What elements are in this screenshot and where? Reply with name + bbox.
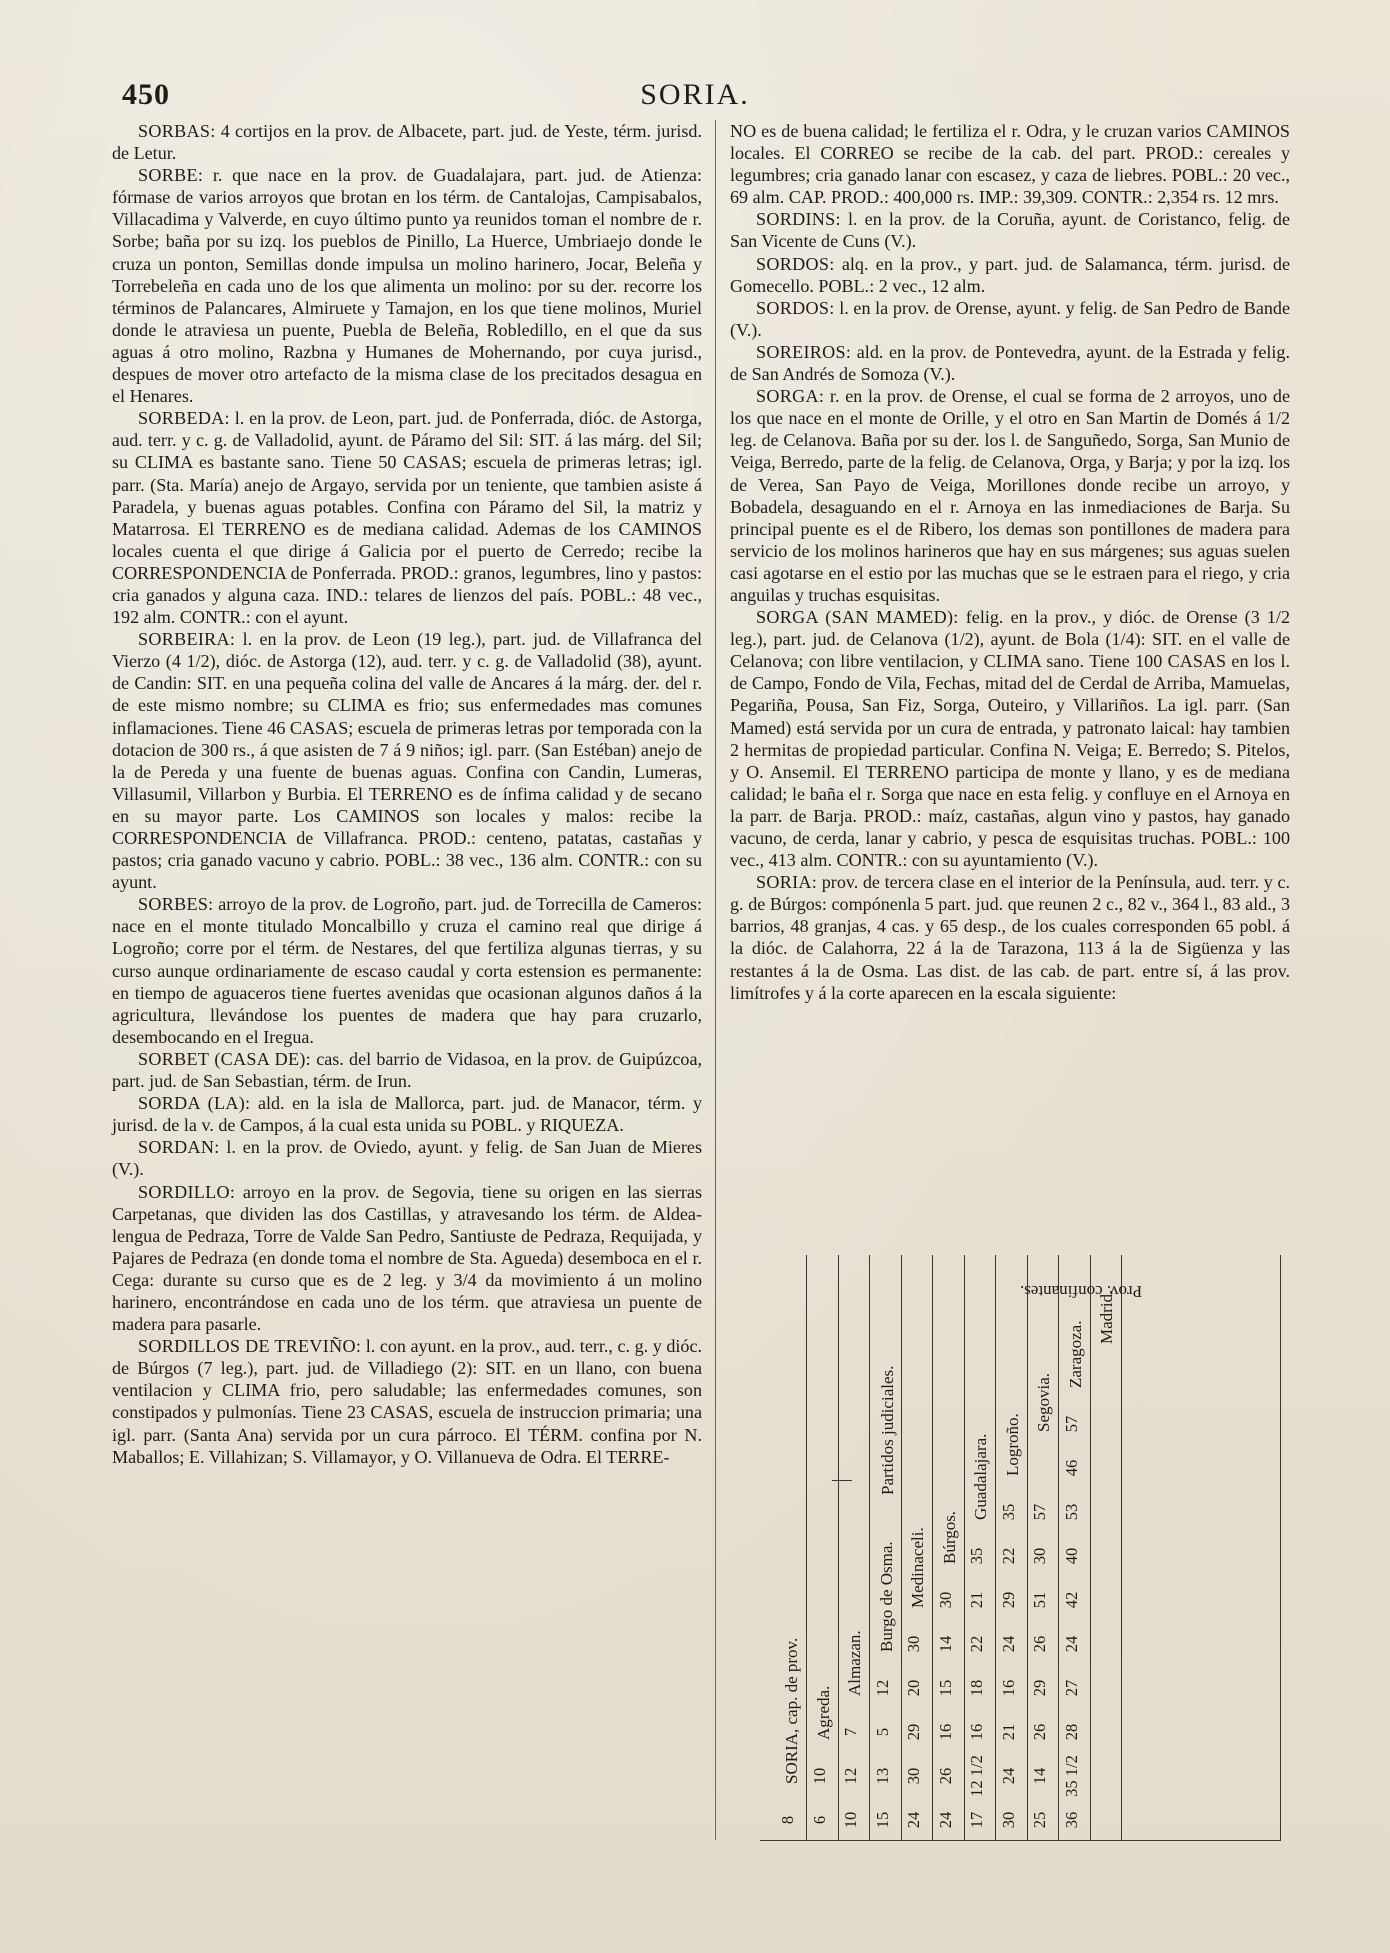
entry-text: arroyo en la prov. de Segovia, tiene su origen en las sierras Carpetanas, que dividen las dos Castillas, y atravesando los térm. de Aldea-lengua de Pedraza, Torre de Valde San Pedro, Santiuste de Pedraza, Requijada, y Pajares de Pedraza (en donde toma el nombre de Sta. Agueda) desemboca en el r. Cega: durante su curso que es de 2 leg. y 3/4 da movimiento á un molino harinero, encontrándose en cada uno de los térm. que atraviesa un puente de madera para pasarle. [112, 1181, 702, 1335]
table-cell: 25 [1030, 1811, 1049, 1829]
table-cell: 12 [872, 1679, 892, 1697]
entry-headword: SORIA: [756, 872, 818, 893]
entry-text: l. en la prov. de la Coruña, ayunt. de Coristanco, felig. de San Vicente de Cuns (V.). [730, 209, 1291, 252]
running-title: SORIA. [640, 78, 750, 111]
table-cell: 24 [998, 1767, 1018, 1785]
entry-headword: SORDOS: [756, 297, 835, 318]
entry-text: alq. en la prov., y part. jud. de Salamanca, térm. jurisd. de Gomecello. POBL.: 2 vec., 12 alm. [730, 253, 1290, 296]
table-cell: 21 [998, 1723, 1018, 1741]
column-divider [715, 120, 716, 1840]
table-cell: 6 [809, 1815, 829, 1825]
table-cell: 20 [904, 1679, 923, 1697]
entry [730, 208, 1290, 252]
table-row-label: Medinaceli. [908, 1527, 927, 1608]
entry [112, 1048, 702, 1092]
table-cell: 16 [967, 1723, 986, 1741]
table-cell: 10 [841, 1811, 860, 1829]
entry-text: NO es de buena calidad; le fertiliza el r. Odra, y le cruzan varios CAMINOS locales. El CORREO se recibe de la cab. del part. PROD.: cereales y legumbres; cria ganado lanar con escasez, y caza de liebres. POBL.: 20 vec., 69 alm. CAP. PROD.: 400,000 rs. IMP.: 39,309. CONTR.: 2,354 rs. 12 mrs. [730, 121, 1290, 208]
table-rule [806, 1255, 807, 1840]
entry-headword: SORDINS: [756, 209, 841, 230]
entry [112, 893, 702, 1048]
entry [730, 385, 1290, 606]
table-cell: 40 [1061, 1547, 1081, 1565]
table-cell: 28 [1061, 1723, 1081, 1741]
entry-headword: SOREIROS: [756, 341, 852, 362]
table-cell: 57 [1061, 1415, 1081, 1433]
entry-text: l. en la prov. de Orense, ayunt. y felig. de San Pedro de Bande (V.). [730, 297, 1291, 340]
table-cell: 14 [935, 1635, 955, 1653]
entry-headword: SORGA (SAN MAMED): [756, 607, 959, 628]
entry-text: arroyo de la prov. de Logroño, part. jud. de Torrecilla de Cameros: nace en el monte titulado Moncalbillo y cruza el camino real que dirige á Logroño; corre por el térm. de Nestares, del que fertiliza algunas tierras, y su curso aunque ordinariamente de escaso caudal y corta estension es permanente: en tiempo de aguaceros tiene fuertes avenidas que ocasionan algunos daños á la agricultura, llevándose los puentes de madera que hay para cruzarlo, desembocando en el Iregua. [112, 894, 702, 1047]
table-row-label: Madrid. [1097, 1289, 1116, 1344]
table-cell: 29 [1030, 1679, 1049, 1697]
table-row-label: SORIA, cap. de prov. [782, 1637, 801, 1784]
table-row-label: Segovia. [1034, 1372, 1053, 1432]
table-rule [901, 1255, 902, 1840]
entry-headword: SORBEIRA: [138, 629, 236, 650]
entry-text: ald. en la isla de Mallorca, part. jud. de Manacor, térm. y jurisd. de la v. de Campos, á la cual esta unida su POBL. y RIQUEZA. [112, 1093, 703, 1136]
table-cell: 30 [904, 1767, 923, 1785]
table-cell: 29 [998, 1591, 1018, 1609]
table-rule [1090, 1255, 1091, 1840]
table-cell: 35 [967, 1547, 986, 1565]
entry [112, 164, 702, 407]
entry-text: cas. del barrio de Vidasoa, en la prov. de Guipúzcoa, part. jud. de San Sebastian, térm. de Irun. [112, 1048, 702, 1092]
table-row-label: Búrgos. [939, 1510, 959, 1564]
entry-headword: SORDOS: [756, 253, 835, 274]
table-cell: 30 [904, 1635, 923, 1653]
entry-headword: SORDILLOS DE TREVIÑO: [138, 1336, 362, 1357]
table-cell: 24 [1061, 1635, 1081, 1653]
right-column [730, 120, 1290, 1004]
table-cell: 21 [967, 1591, 986, 1609]
table-brace [832, 1480, 852, 1481]
table-rule [1027, 1255, 1028, 1840]
table-cell: 46 [1061, 1459, 1081, 1477]
entry-text: l. en la prov. de Leon (19 leg.), part. jud. de Villafranca del Vierzo (4 1/2), dióc. de Astorga (12), aud. terr. y c. g. de Valladolid (38), ayunt. de Candin: SIT. en una pequeña colina del valle de Ancares á la márg. der. del r. de este mismo nombre; su CLIMA es frio; sus enfermedades mas comunes inflamaciones. Tiene 46 CASAS; escuela de primeras letras por temporada con la dotacion de 300 rs., á que asisten de 7 á 9 niños; igl. parr. (San Estéban) anejo de la de Pereda y una fuente de buenas aguas. Confina con Candin, Lumeras, Villasumil, Villarbon y Burbia. El TERRENO es de ínfima calidad y de secano en su mayor parte. Los CAMINOS son locales y malos: recibe la CORRESPONDENCIA de Villafranca. PROD.: centeno, patatas, castañas y pastos; cria ganado vacuno y cabrio. POBL.: 38 vec., 136 alm. CONTR.: con su ayunt. [112, 629, 702, 893]
entry-text: r. que nace en la prov. de Guadalajara, part. jud. de Atienza: fórmase de varios arroyos que brotan en los térm. de Cantalojas, Campisabalos, Villacadima y Valverde, en cuyo último punto ya reunidos toman el nombre de r. Sorbe; baña por su izq. los pueblos de Pinillo, La Huerce, Umbriaejo donde le cruza un ponton, Semillas donde impulsa un molino harinero, Jocar, Beleña y Torrebeleña en cada uno de los que alimenta un molino: por su der. recorre los términos de Palancares, Almiruete y Tamajon, en los que tiene molinos, Muriel donde le atraviesa un puente, Puebla de Beleña, Robledillo, en el que da sus aguas á otro molino, Razbna y Humanes de Mohernando, por cuya jurisd., despues de mover otro artefacto de la misma clase de los precitados desagua en el Henares. [112, 165, 702, 407]
entry [112, 628, 702, 893]
entry [730, 120, 1290, 208]
entry-headword: SORBEDA: [138, 408, 230, 429]
table-rule [932, 1255, 933, 1840]
table-cell: 15 [872, 1811, 892, 1829]
table-cell: 12 1/2 [967, 1755, 986, 1797]
entry [730, 341, 1290, 385]
table-cell: 5 [872, 1727, 892, 1737]
entry-headword: SORDA (LA): [138, 1093, 251, 1114]
table-cell: 35 [998, 1503, 1018, 1521]
entry-text: prov. de tercera clase en el interior de la Península, aud. terr. y c. g. de Búrgos: compónenla 5 part. jud. que reunen 2 c., 82 v., 364 l., 83 ald., 3 barrios, 48 granjas, 4 cas. y 65 desp., de los cuales corresponden 65 pobl. á la dióc. de Calahorra, 22 á la de Tarazona, 113 á la de Sigüenza y las restantes á la de Osma. Las dist. de las cab. de part. entre sí, á las prov. limítrofes y á la corte aparecen en la escala siguiente: [730, 872, 1290, 1003]
entry [112, 407, 702, 628]
entry-text: l. con ayunt. en la prov., aud. terr., c. g. y dióc. de Búrgos (7 leg.), part. jud. de Villadiego (2): SIT. en un llano, con buena ventilacion y CLIMA frio, pero saludable; las enfermedades comunes, son constipados y pulmonías. Tiene 23 CASAS, escuela de instruccion primaria; una igl. parr. (Santa Ana) servida por un cura párroco. El TÉRM. confina por N. Maballos; E. Villahizan; S. Villamayor, y O. Villanueva de Odra. El TERRE- [112, 1336, 703, 1467]
entry-text: 4 cortijos en la prov. de Albacete, part. jud. de Yeste, térm. jurisd. de Letur. [112, 121, 702, 164]
entry [112, 1335, 702, 1468]
entry [112, 1136, 702, 1180]
table-cell: 13 [872, 1767, 892, 1785]
table-rule [869, 1255, 870, 1840]
table-cell: 30 [1030, 1547, 1049, 1565]
entry-text: l. en la prov. de Oviedo, ayunt. y felig. de San Juan de Mieres (V.). [112, 1137, 702, 1180]
table-row-label: Burgo de Osma. [876, 1541, 896, 1652]
entry-headword: SORDAN: [138, 1137, 220, 1158]
table-cell: 15 [935, 1679, 955, 1697]
entry-headword: SORBET (CASA DE): [138, 1048, 311, 1069]
entry-headword: SORGA: [756, 386, 825, 407]
entry-text: l. en la prov. de Leon, part. jud. de Ponferrada, dióc. de Astorga, aud. terr. y c. g. de Valladolid, ayunt. de Páramo del Sil: SIT. á las márg. del Sil; su CLIMA es bastante sano. Tiene 50 CASAS; escuela de primeras letras; igl. parr. (Sta. María) anejo de Argayo, servida por un teniente, que tambien asiste á Paradela, y buenas aguas potables. Confina con Páramo del Sil, la matriz y Matarrosa. El TERRENO es de mediana calidad. Ademas de los CAMINOS locales cuenta el que dirige á Galicia por el puerto de Cerredo; recibe la CORRESPONDENCIA de Ponferrada. PROD.: granos, legumbres, lino y pastos: cria ganados y alguna caza. IND.: telares de lienzos del país. POBL.: 48 vec., 192 alm. CONTR.: con el ayunt. [112, 408, 702, 628]
entry [730, 297, 1290, 341]
entry [730, 871, 1290, 1004]
table-row-label: Guadalajara. [971, 1433, 990, 1520]
table-cell: 17 [967, 1811, 986, 1829]
entry [112, 1092, 702, 1136]
table-cell: 42 [1061, 1591, 1081, 1609]
table-cell: 16 [935, 1723, 955, 1741]
table-cell: 10 [809, 1767, 829, 1785]
table-cell: 30 [998, 1811, 1018, 1829]
table-row-label: Agreda. [813, 1685, 833, 1740]
entry-text: r. en la prov. de Orense, el cual se forma de 2 arroyos, uno de los que nace en el monte de Orille, y el otro en San Martin de Domés á 1/2 leg. de Celanova. Baña por su der. los l. de Sanguñedo, Sorga, San Munio de Veiga, Berredo, parte de la felig. de Celanova, Orga, y Barja; y por la izq. los de Verea, San Payo de Veiga, Morillones donde recibe un arroyo, y Bobadela, desaguando en el r. Arnoya en las inmediaciones de Barja. Su principal puente es el de Ribero, los demas son pontillones de madera para servicio de los molinos harineros que hay en sus márgenes; sus aguas suelen casi agotarse en el estio por las muchas que se le estraen para el riego, y cria anguilas y truchas esquisitas. [730, 386, 1290, 605]
table-cell: 29 [904, 1723, 923, 1741]
table-rule [964, 1255, 965, 1840]
entry [730, 253, 1290, 297]
table-cell: 36 [1061, 1811, 1081, 1829]
table-cell: 14 [1030, 1767, 1049, 1785]
entry-text: ald. en la prov. de Pontevedra, ayunt. de la Estrada y felig. de San Andrés de Somoza (V.). [730, 341, 1290, 385]
entry-text: felig. en la prov., y dióc. de Orense (3 1/2 leg.), part. jud. de Celanova (1/2), ayunt. de Bola (1/4): SIT. en el valle de Celanova; con libre ventilacion, y CLIMA sano. Tiene 100 CASAS en los l. de Campo, Fondo de Vila, Fechas, mitad del de Cerdal de Arriba, Mamuelas, Pegariña, Pousa, San Fiz, Sorga, Outeiro, y Villariños. La igl. parr. (San Mamed) está servida por un cura de entrada, y patronato laical: hay tambien 2 hermitas de propiedad particular. Confina N. Veiga; E. Berredo; S. Pitelos, y O. Ansemil. El TERRENO participa de monte y llano, y es de mediana calidad; le baña el r. Sorga que nace en esta felig. y confluye en el Arnoya en la parr. de Barja. PROD.: maíz, castañas, algun vino y pastos, hay ganado vacuno, de cerda, lanar y cabrio, y pesca de esquisitas truchas. POBL.: 100 vec., 413 alm. CONTR.: con su ayuntamiento (V.). [730, 607, 1290, 871]
table-cell: 26 [935, 1767, 955, 1785]
table-rule [995, 1255, 996, 1840]
table-cell: 18 [967, 1679, 986, 1697]
table-rule [1121, 1255, 1122, 1840]
entry [112, 1181, 702, 1336]
page-number: 450 [122, 78, 170, 111]
entry-headword: SORDILLO: [138, 1181, 236, 1202]
entry [730, 606, 1290, 871]
distance-table [760, 1255, 1281, 1841]
table-cell: 27 [1061, 1679, 1081, 1697]
table-row-label: Zaragoza. [1065, 1320, 1085, 1388]
table-cell: 22 [998, 1547, 1018, 1565]
table-cell: 26 [1030, 1723, 1049, 1741]
table-cell: 16 [998, 1679, 1018, 1697]
table-row-label: Logroño. [1002, 1413, 1022, 1476]
table-cell: 7 [841, 1727, 860, 1737]
table-cell: 51 [1030, 1591, 1049, 1609]
table-cell: 24 [904, 1811, 923, 1829]
table-cell: 30 [935, 1591, 955, 1609]
table-cell: 24 [935, 1811, 955, 1829]
table-row-label: Almazan. [845, 1630, 864, 1696]
table-cell: 24 [998, 1635, 1018, 1653]
table-cell: 35 1/2 [1061, 1755, 1081, 1797]
table-rule [1058, 1255, 1059, 1840]
table-group-label: Partidos judiciales. [878, 1365, 897, 1495]
table-cell: 57 [1030, 1503, 1049, 1521]
table-cell: 22 [967, 1635, 986, 1653]
entry [112, 120, 702, 164]
table-rule [838, 1255, 839, 1840]
table-cell: 53 [1061, 1503, 1081, 1521]
page-header [108, 78, 1282, 112]
table-cell: 8 [778, 1815, 797, 1825]
table-cell: 12 [841, 1767, 860, 1785]
table-group-label: Prov. confinantes. [1020, 1282, 1143, 1301]
entry-headword: SORBAS: [138, 121, 216, 141]
entry-headword: SORBES: [138, 894, 214, 915]
table-cell: 26 [1030, 1635, 1049, 1653]
left-column [112, 120, 702, 1468]
entry-headword: SORBE: [138, 165, 204, 186]
